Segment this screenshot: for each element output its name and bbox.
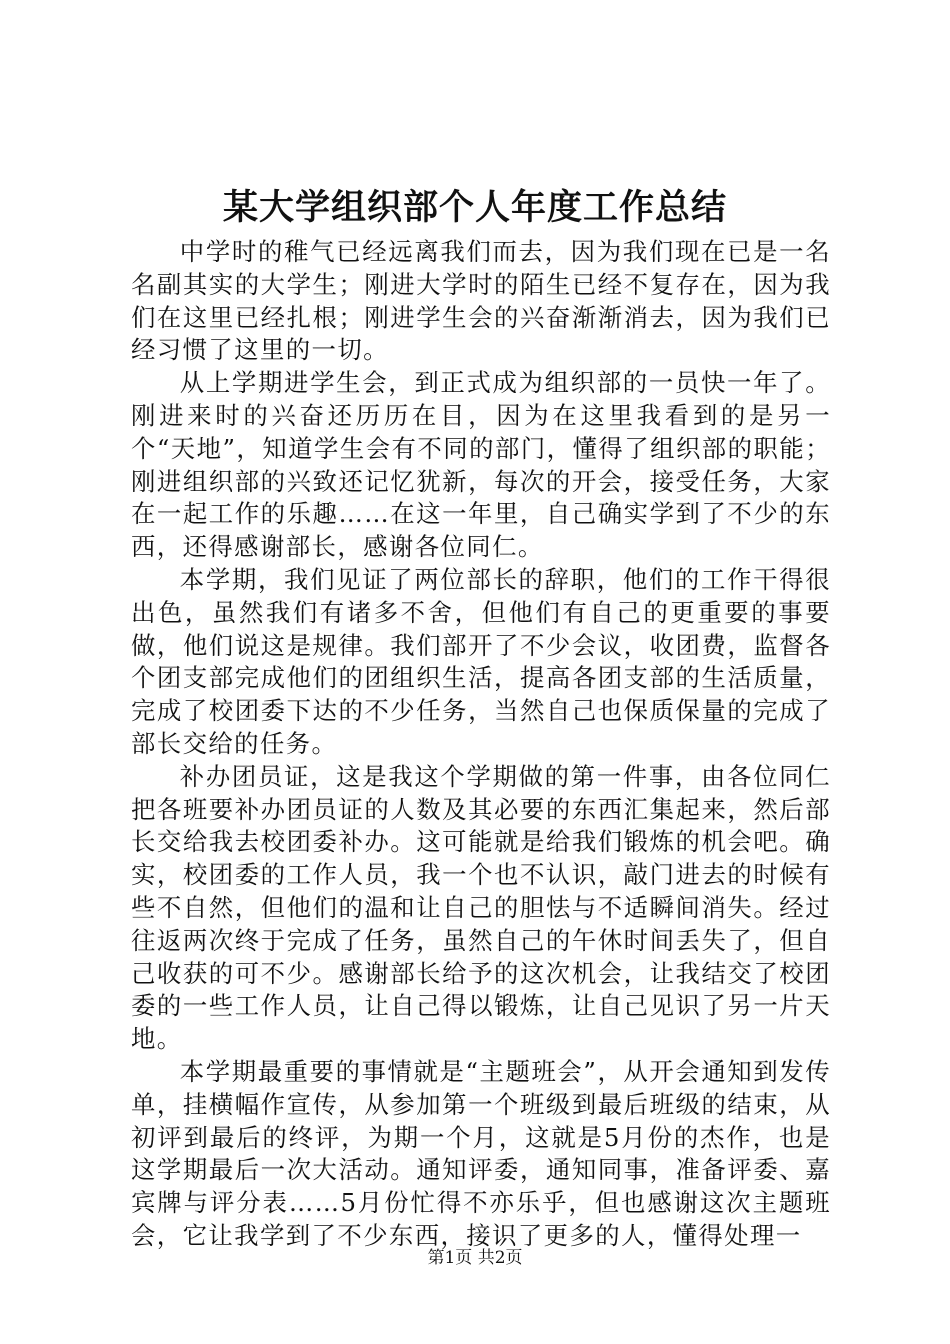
paragraph: 中学时的稚气已经远离我们而去，因为我们现在已是一名名副其实的大学生；刚进大学时的陌生已经不复存在，因为我们在这里已经扎根；刚进学生会的兴奋渐渐消去，因为我们已经习惯了这里的一切。	[131, 237, 831, 365]
paragraph: 从上学期进学生会，到正式成为组织部的一员快一年了。刚进来时的兴奋还历历在目，因为在这里我看到的是另一个“天地”，知道学生会有不同的部门，懂得了组织部的职能；刚进组织部的兴致还记忆犹新，每次的开会，接受任务，大家在一起工作的乐趣……在这一年里，自己确实学到了不少的东西，还得感谢部长，感谢各位同仁。	[131, 368, 831, 562]
document-title: 某大学组织部个人年度工作总结	[222, 187, 727, 228]
paragraph: 本学期最重要的事情就是“主题班会”，从开会通知到发传单，挂横幅作宣传，从参加第一个班级到最后班级的结束，从初评到最后的终评，为期一个月，这就是5月份的杰作，也是这学期最后一次大活动。通知评委，通知同事，准备评委、嘉宾牌与评分表……5月份忙得不亦乐乎，但也感谢这次主题班会，它让我学到了不少东西，接识了更多的人，懂得处理一	[131, 1056, 831, 1250]
paragraph: 本学期，我们见证了两位部长的辞职，他们的工作干得很出色，虽然我们有诸多不舍，但他们有自己的更重要的事要做，他们说这是规律。我们部开了不少会议，收团费，监督各个团支部完成他们的团组织生活，提高各团支部的生活质量，完成了校团委下达的不少任务，当然自己也保质保量的完成了部长交给的任务。	[131, 564, 831, 758]
paragraph: 补办团员证，这是我这个学期做的第一件事，由各位同仁把各班要补办团员证的人数及其必要的东西汇集起来，然后部长交给我去校团委补办。这可能就是给我们锻炼的机会吧。确实，校团委的工作人员，我一个也不认识，敲门进去的时候有些不自然，但他们的温和让自己的胆怯与不适瞬间消失。经过往返两次终于完成了任务，虽然自己的午休时间丢失了，但自己收获的可不少。感谢部长给予的这次机会，让我结交了校团委的一些工作人员，让自己得以锻炼，让自己见识了另一片天地。	[131, 761, 831, 1054]
page-number-footer: 第1页 共2页	[427, 1248, 523, 1268]
document-body	[131, 236, 831, 1253]
